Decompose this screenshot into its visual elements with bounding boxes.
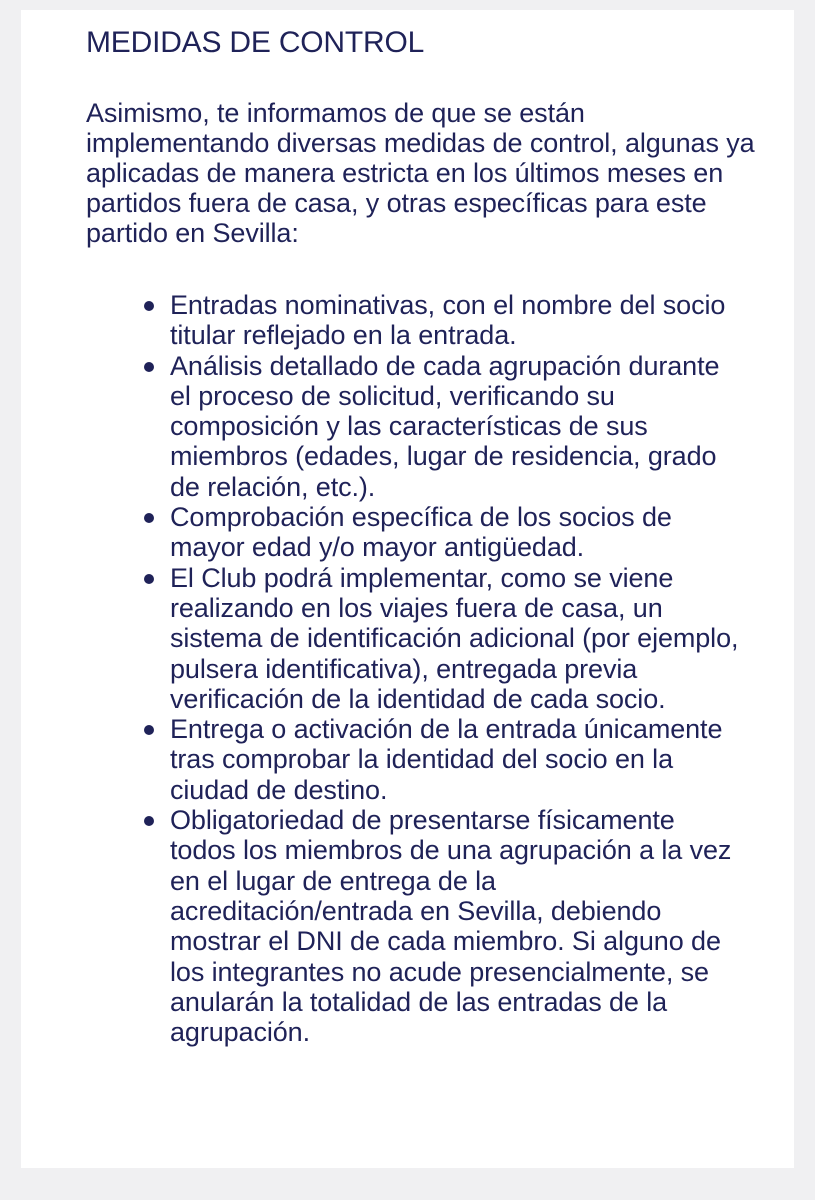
control-measures-list — [142, 290, 742, 1047]
list-item — [142, 290, 742, 351]
list-item — [142, 805, 742, 1047]
list-item-text: El Club podrá implementar, como se viene realizando en los viajes fuera de casa, un sistema de identificación adicional (por ejemplo, pulsera identificativa), entregada previa verificación de la identidad de cada socio. — [170, 562, 739, 714]
list-item-text: Comprobación específica de los socios de mayor edad y/o mayor antigüedad. — [170, 502, 672, 563]
document-page — [21, 10, 794, 1168]
list-item — [142, 351, 742, 502]
bullet-icon — [144, 513, 154, 523]
list-item — [142, 502, 742, 563]
list-item-text: Obligatoriedad de presentarse físicamente todos los miembros de una agrupación a la vez en el lugar de entrega de la acreditación/entrada en Sevilla, debiendo mostrar el DNI de cada miembro. Si alguno de los integrantes no acude presencialmente, se anularán la totalidad de las entradas de la agrupación. — [170, 805, 732, 1048]
section-title: MEDIDAS DE CONTROL — [86, 26, 425, 59]
document-content — [86, 26, 766, 1048]
list-item — [142, 563, 742, 714]
bullet-icon — [144, 725, 154, 735]
bullet-icon — [144, 362, 154, 372]
bullet-icon — [144, 574, 154, 584]
list-item — [142, 714, 742, 805]
list-item-text: Entradas nominativas, con el nombre del socio titular reflejado en la entrada. — [170, 290, 726, 351]
list-item-text: Entrega o activación de la entrada únicamente tras comprobar la identidad del socio en la ciudad de destino. — [170, 714, 723, 805]
bullet-icon — [144, 301, 154, 311]
bullet-icon — [144, 816, 154, 826]
list-item-text: Análisis detallado de cada agrupación durante el proceso de solicitud, verificando su composición y las características de sus miembros (edades, lugar de residencia, grado de relación, etc.). — [170, 350, 720, 502]
intro-paragraph: Asimismo, te informamos de que se están implementando diversas medidas de control, algunas ya aplicadas de manera estricta en los últimos meses en partidos fuera de casa, y otras específicas para este partido en Sevilla: — [86, 98, 755, 248]
